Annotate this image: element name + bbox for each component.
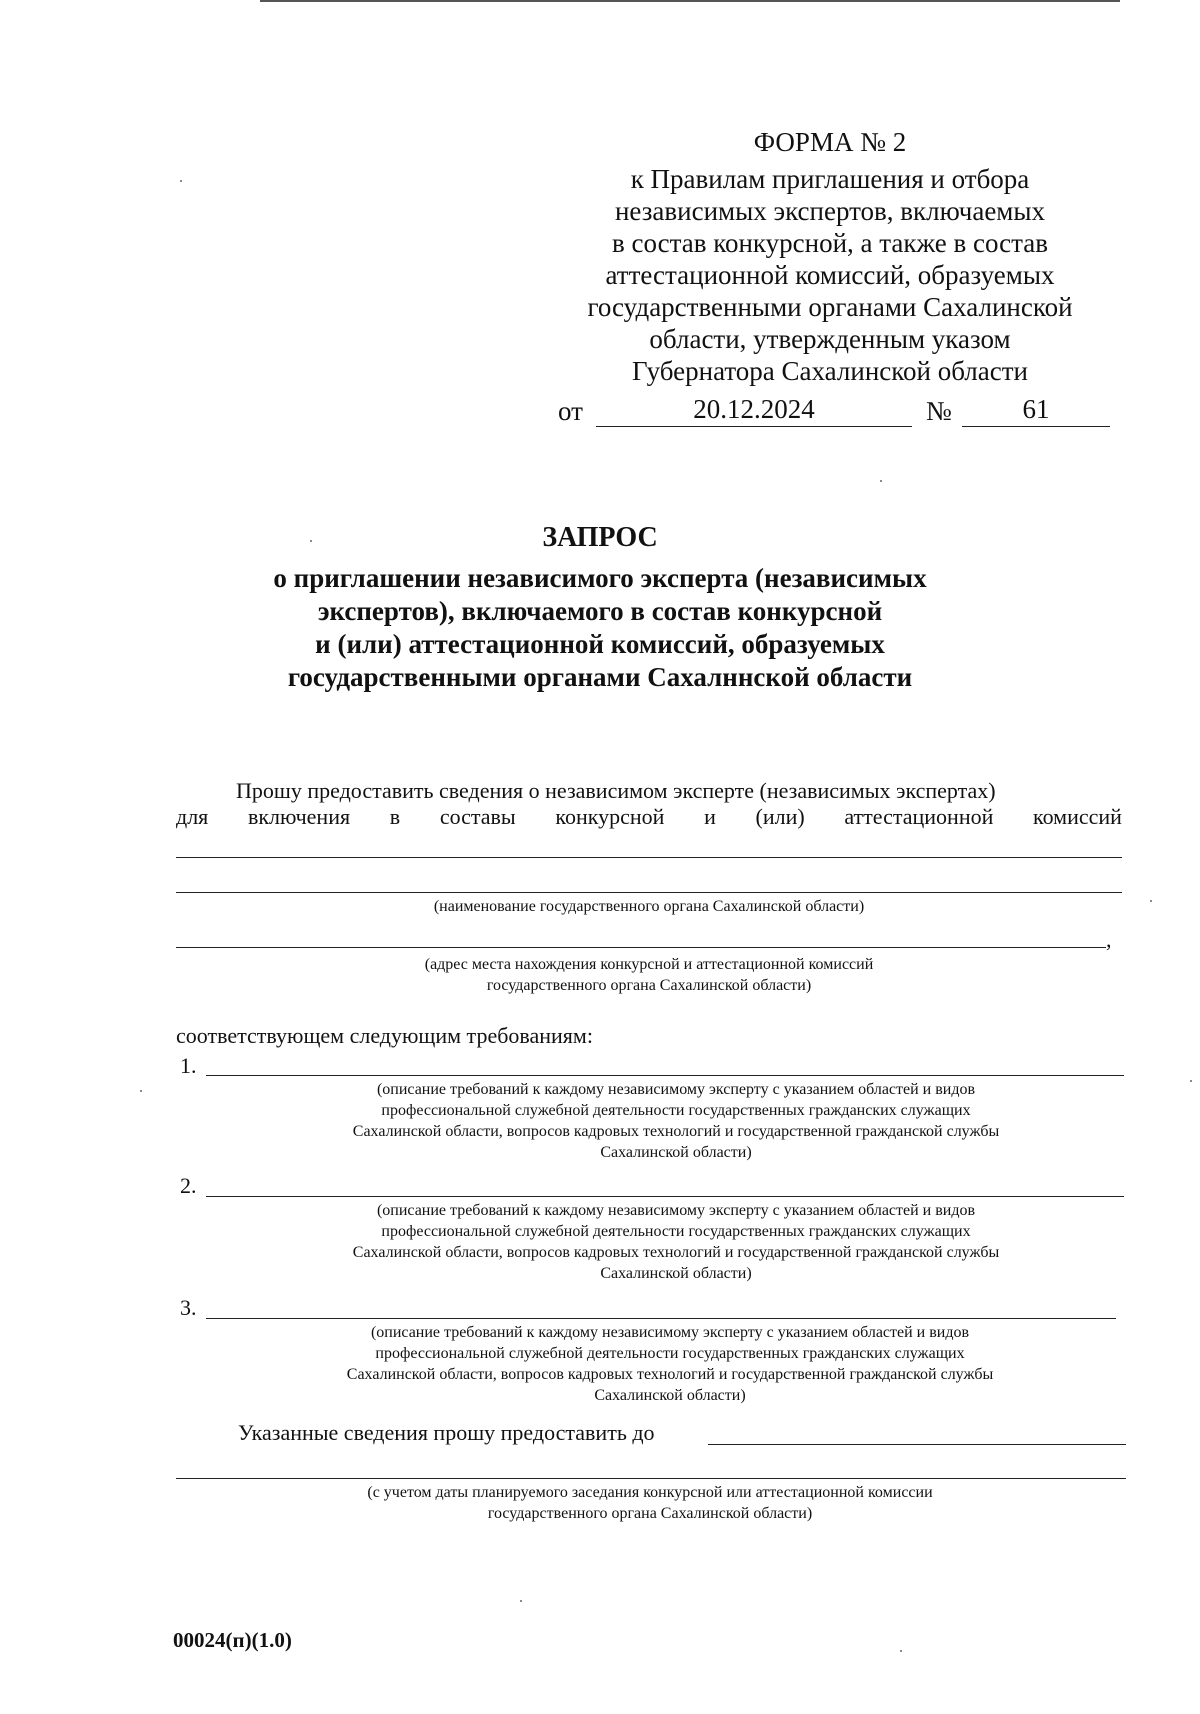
requirement-caption-line: профессиональной служебной деятельности государственных гражданских служащих: [381, 1102, 971, 1119]
deadline-text: Указанные сведения прошу предоставить до: [238, 1420, 655, 1445]
scan-speck: [140, 1090, 142, 1092]
form-number-title: ФОРМА № 2: [753, 127, 907, 157]
requirement-caption-line: (описание требований к каждому независимому эксперту с указанием областей и видов: [376, 1202, 976, 1219]
requirement-line: [206, 1318, 1116, 1319]
request-text-line1: Прошу предоставить сведения о независимом эксперте (независимых экспертах): [236, 778, 996, 803]
document-title: ЗАПРОС: [542, 522, 658, 553]
requirement-caption-line: Сахалинской области): [600, 1265, 752, 1282]
deadline-full-line: [176, 1478, 1126, 1479]
request-word: и: [704, 804, 716, 829]
page-top-edge: [260, 0, 1120, 2]
form-header-line: независимых экспертов, включаемых: [614, 196, 1046, 226]
scan-speck: [310, 540, 312, 542]
requirement-number: 3.: [180, 1295, 197, 1320]
request-word: конкурсной: [555, 804, 665, 829]
requirement-number: 1.: [180, 1053, 197, 1078]
address-line: [176, 947, 1106, 948]
request-word: в: [389, 804, 401, 829]
request-word: комиссий: [1033, 804, 1122, 829]
request-word: для: [176, 804, 209, 829]
form-header-line: Губернатора Сахалинской области: [632, 356, 1028, 386]
requirement-caption-line: Сахалинской области, вопросов кадровых технологий и государственной гражданской службы: [352, 1244, 1000, 1261]
form-header-line: государственными органами Сахалинской: [587, 292, 1073, 322]
deadline-caption-line: государственного органа Сахалинской области): [487, 1505, 813, 1522]
organ-name-line-1: [176, 857, 1122, 858]
document-subtitle: [150, 562, 1050, 694]
requirement-line: [206, 1196, 1124, 1197]
form-header-line: в состав конкурсной, а также в состав: [611, 228, 1049, 258]
scan-speck: [180, 180, 182, 182]
address-trailing-mark: ,: [1106, 927, 1112, 952]
document-code: 00024(п)(1.0): [173, 1628, 292, 1652]
date-value: 20.12.2024: [693, 394, 815, 424]
document-subtitle-line: государственными органами Сахалннской области: [287, 662, 913, 692]
requirement-caption-line: профессиональной служебной деятельности государственных гражданских служащих: [381, 1223, 971, 1240]
request-word: составы: [439, 804, 516, 829]
requirement-caption-line: Сахалинской области, вопросов кадровых технологий и государственной гражданской службы: [352, 1123, 1000, 1140]
requirement-caption: [220, 1322, 1120, 1406]
organ-name-caption: (наименование государственного органа Сахалинской области): [433, 898, 865, 915]
deadline-caption: [200, 1482, 1100, 1524]
scan-speck: [900, 1650, 902, 1652]
scan-speck: [520, 1600, 522, 1602]
requirement-caption: [226, 1200, 1126, 1284]
date-underline: [596, 426, 912, 427]
requirement-caption-line: Сахалинской области, вопросов кадровых технологий и государственной гражданской службы: [346, 1366, 994, 1383]
number-value: 61: [1022, 394, 1050, 424]
form-header-line: аттестационной комиссий, образуемых: [605, 260, 1055, 290]
deadline-caption-line: (с учетом даты планируемого заседания конкурсной или аттестационной комиссии: [367, 1484, 933, 1501]
address-caption: [176, 954, 1122, 996]
requirement-caption-line: (описание требований к каждому независимому эксперту с указанием областей и видов: [370, 1324, 970, 1341]
requirement-line: [206, 1075, 1124, 1076]
scan-speck: [1190, 1080, 1192, 1082]
form-header-text: [540, 163, 1120, 387]
request-word: аттестационной: [844, 804, 994, 829]
request-word: включения: [247, 804, 351, 829]
date-prefix: от: [558, 396, 583, 426]
requirement-caption-line: Сахалинской области): [600, 1144, 752, 1161]
requirement-caption: [226, 1079, 1126, 1163]
number-underline: [962, 426, 1110, 427]
requirement-caption-line: профессиональной служебной деятельности государственных гражданских служащих: [375, 1345, 965, 1362]
organ-name-line-2: [176, 892, 1122, 893]
address-caption-line: (адрес места нахождения конкурсной и аттестационной комиссий: [424, 956, 874, 973]
scan-speck: [1150, 900, 1152, 902]
address-caption-line: государственного органа Сахалинской области): [486, 977, 812, 994]
document-subtitle-line: и (или) аттестационной комиссий, образуемых: [315, 629, 885, 659]
requirement-caption-line: Сахалинской области): [594, 1387, 746, 1404]
requirement-caption-line: (описание требований к каждому независимому эксперту с указанием областей и видов: [376, 1081, 976, 1098]
request-word: (или): [755, 804, 805, 829]
requirements-intro: соответствующем следующим требованиям:: [176, 1023, 593, 1048]
number-prefix: №: [926, 396, 952, 426]
document-subtitle-line: экспертов), включаемого в состав конкурсной: [317, 596, 883, 626]
form-header-line: к Правилам приглашения и отбора: [630, 164, 1030, 194]
requirement-number: 2.: [180, 1173, 197, 1198]
scan-speck: [880, 480, 882, 482]
document-subtitle-line: о приглашении независимого эксперта (независимых: [273, 563, 927, 593]
request-text-line2: [176, 803, 1122, 830]
deadline-line: [708, 1444, 1126, 1445]
form-header-line: области, утвержденным указом: [649, 324, 1011, 354]
